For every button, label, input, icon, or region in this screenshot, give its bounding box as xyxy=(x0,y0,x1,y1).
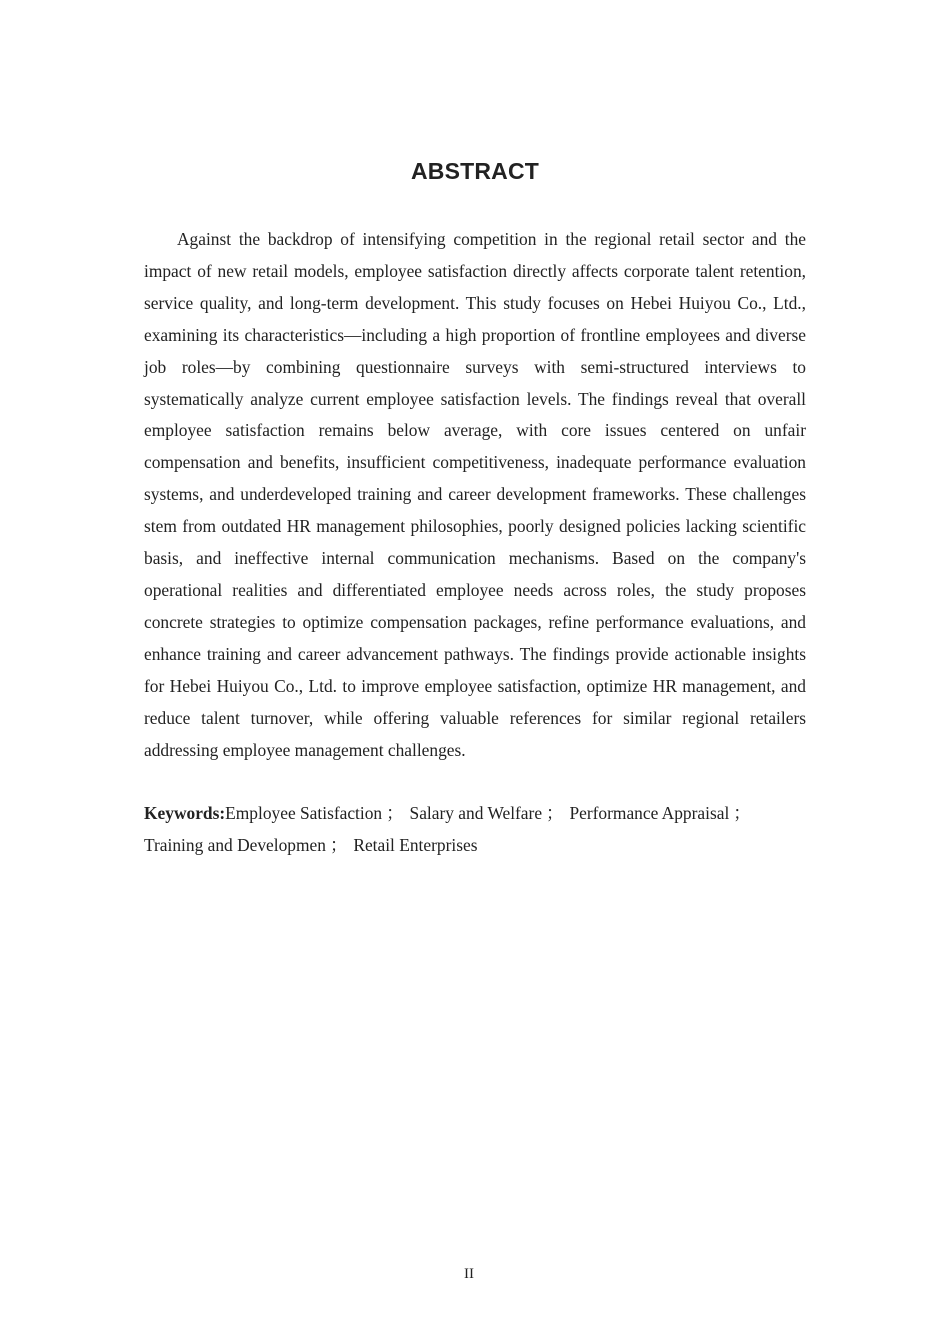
keyword: Retail Enterprises xyxy=(353,834,478,855)
keywords-label: Keywords: xyxy=(144,803,226,823)
page-number: II xyxy=(464,1266,474,1282)
abstract-title: ABSTRACT xyxy=(410,158,540,184)
keyword: Training and Developmen xyxy=(144,834,326,855)
abstract-body: Against the backdrop of intensifying competition in the regional retail sector and the impact of new retail models, employee satisfaction directly affects corporate talent retention, service quality, and long-term development. This study focuses on Hebei Huiyou Co., Ltd., examining its characteristics—including a high proportion of frontline employees and diverse job roles—by combining questionnaire surveys with semi-structured interviews to systematically analyze current employee satisfaction levels. The findings reveal that overall employee satisfaction remains below average, with core issues centered on unfair compensation and benefits, insufficient competitiveness, inadequate performance evaluation systems, and underdeveloped training and career development frameworks. These challenges stem from outdated HR management philosophies, poorly designed policies lacking scientific basis, and ineffective internal communication mechanisms. Based on the company's operational realities and differentiated employee needs across roles, the study proposes concrete strategies to optimize compensation packages, refine performance evaluations, and enhance training and career advancement pathways. The findings provide actionable insights for Hebei Huiyou Co., Ltd. to improve employee satisfaction, optimize HR management, and reduce talent turnover, while offering valuable references for similar regional retailers addressing employee management challenges. xyxy=(144,229,806,760)
keyword: Performance Appraisal xyxy=(569,803,730,823)
keyword: Employee Satisfaction xyxy=(225,803,383,823)
keyword: Salary and Welfare xyxy=(409,803,543,823)
keyword-separator: ； xyxy=(386,803,404,823)
keyword-separator: ； xyxy=(733,803,751,823)
keyword-separator: ； xyxy=(546,803,564,823)
keyword-separator: ； xyxy=(329,834,348,855)
keywords-line xyxy=(144,798,806,862)
